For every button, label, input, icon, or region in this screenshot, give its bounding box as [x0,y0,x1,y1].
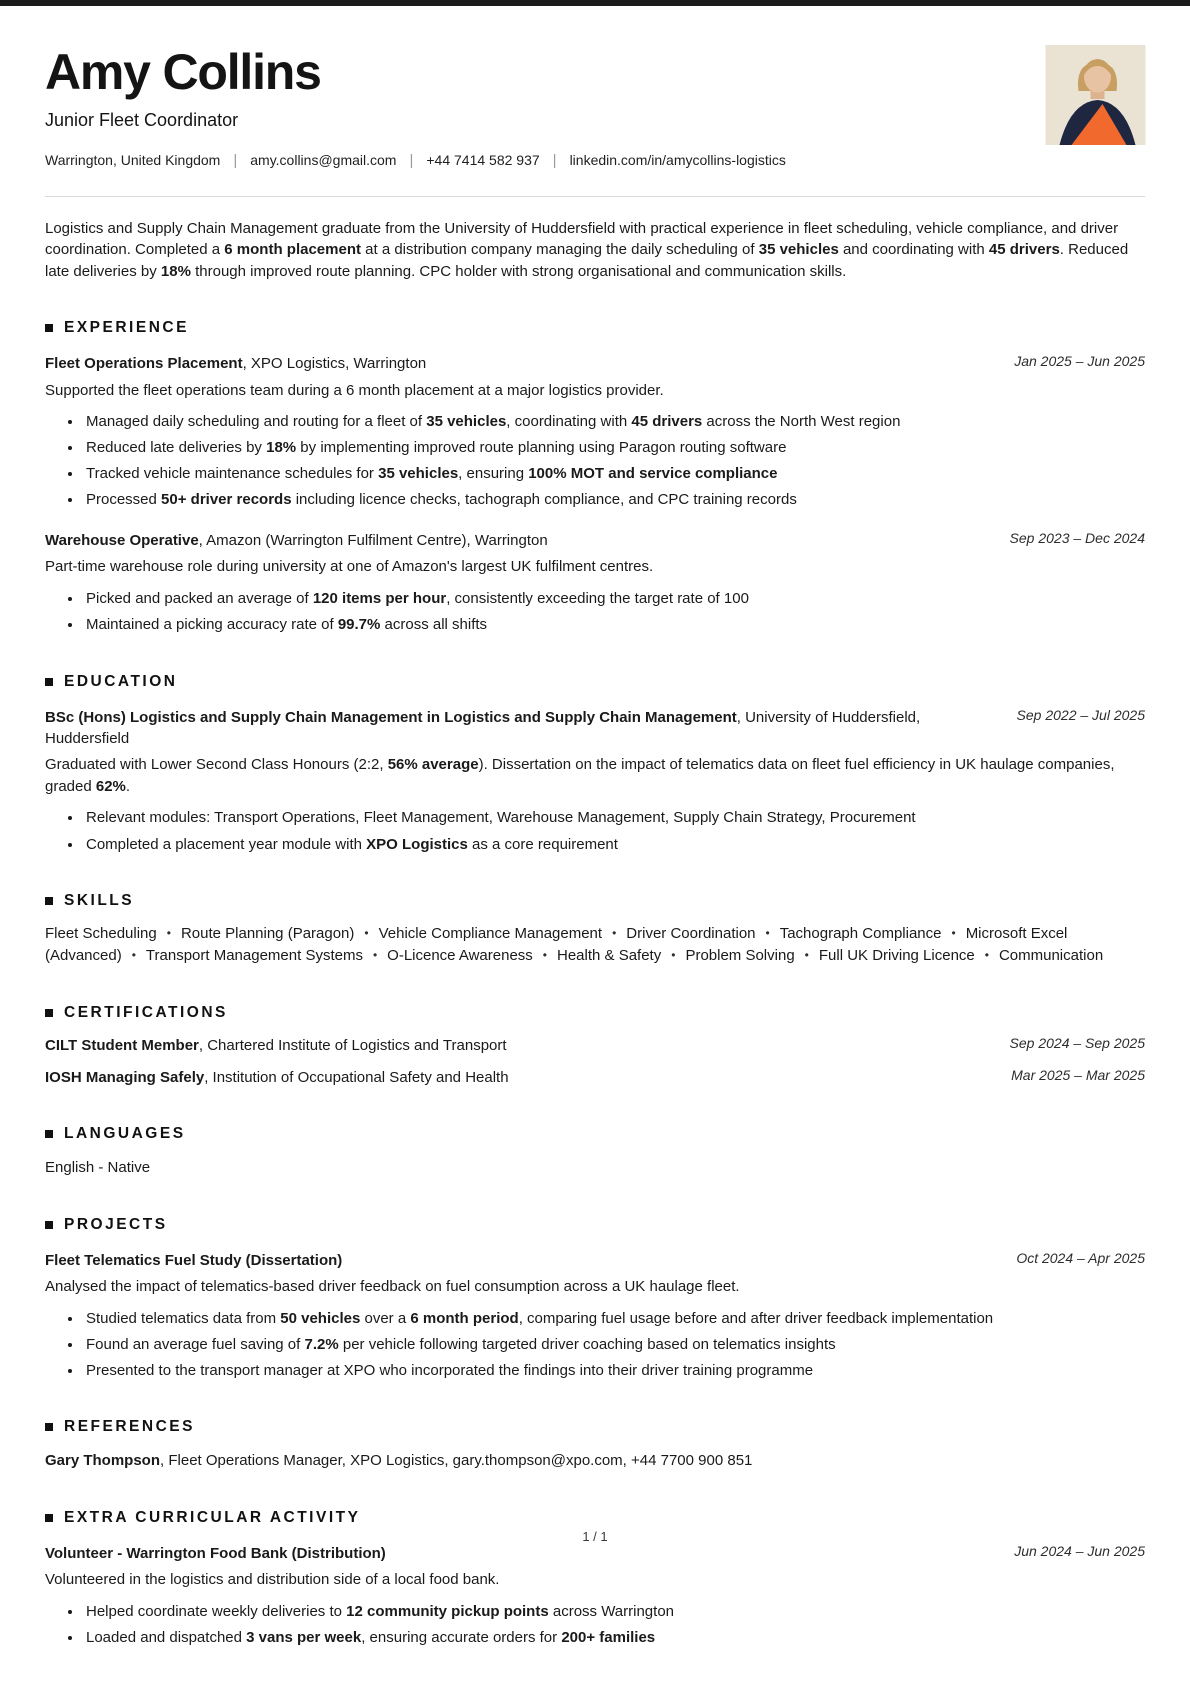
section-marker-icon [45,678,53,686]
project-entry-title: Fleet Telematics Fuel Study (Dissertation) [45,1251,343,1269]
education-entry-date: Sep 2022 – Jul 2025 [1016,706,1145,723]
experience-entry-bullets [45,588,1145,636]
experience-entry-date: Jan 2025 – Jun 2025 [1014,353,1145,370]
section-marker-icon [45,1130,53,1138]
experience-entry-description: Part-time warehouse role during university at one of Amazon's largest UK fulfilment centres. [45,558,654,576]
bullet-item: • Helped coordinate weekly deliveries to 12 community pickup points across Warrington [83,1601,1145,1623]
bullet-item: • Found an average fuel saving of 7.2% per vehicle following targeted driver coaching based on telematics insights [83,1334,1145,1356]
bullet-item: • Completed a placement year module with XPO Logistics as a core requirement [83,834,1145,856]
education-entry-title: BSc (Hons) Logistics and Supply Chain Management in Logistics and Supply Chain Management, University of Huddersfield, Huddersfield [45,708,921,747]
bullet-item: • Maintained a picking accuracy rate of 99.7% across all shifts [83,614,1145,636]
certification-entry-title: IOSH Managing Safely, Institution of Occupational Safety and Health [45,1068,509,1086]
section-marker-icon [45,324,53,332]
language-item: English - Native [45,1159,151,1177]
extra-curricular-heading [45,1509,1145,1527]
skills-heading [45,892,1145,910]
projects-heading-label: PROJECTS [64,1215,168,1233]
section-marker-icon [45,1009,53,1017]
certification-entry-date: Sep 2024 – Sep 2025 [1009,1035,1145,1052]
certification-entry-title: CILT Student Member, Chartered Institute of Logistics and Transport [45,1037,507,1055]
contact-row: Warrington, United Kingdom | amy.collins@gmail.com | +44 7414 582 937 | linkedin.com/in/amycollins-logistics [45,151,786,169]
extra-curricular-entry-description: Volunteered in the logistics and distribution side of a local food bank. [45,1571,500,1589]
certification-entry-date: Mar 2025 – Mar 2025 [1011,1066,1145,1083]
candidate-name: Amy Collins [45,44,321,100]
languages-heading [45,1125,1145,1143]
bullet-item: • Relevant modules: Transport Operations, Fleet Management, Warehouse Management, Supply Chain Strategy, Procurement [83,807,1145,829]
reference-item: Gary Thompson, Fleet Operations Manager, XPO Logistics, gary.thompson@xpo.com, +44 7700 900 851 [45,1452,753,1470]
extra-curricular-entry-bullets [45,1601,1145,1649]
profile-photo [1045,45,1146,145]
references-heading-label: REFERENCES [64,1418,195,1436]
experience-entry-title: Fleet Operations Placement, XPO Logistics, Warrington [45,355,427,373]
experience-entry [45,353,1145,511]
extra-curricular-entry [45,1543,1145,1649]
certification-entry [45,1067,1145,1088]
extra-curricular-heading-label: EXTRA CURRICULAR ACTIVITY [64,1508,361,1526]
experience-entry-bullets [45,411,1145,511]
project-entry [45,1250,1145,1382]
certification-entry [45,1035,1145,1056]
references-heading [45,1418,1145,1436]
education-entry [45,707,1145,855]
header-divider [45,196,1145,197]
certifications-heading [45,1004,1145,1022]
bullet-item: • Loaded and dispatched 3 vans per week, ensuring accurate orders for 200+ families [83,1627,1145,1649]
section-certifications [45,1004,1145,1088]
extra-curricular-entry-title: Volunteer - Warrington Food Bank (Distribution) [45,1544,386,1562]
skills-heading-label: SKILLS [64,892,135,910]
page-number: 1 / 1 [582,1529,608,1544]
bullet-item: • Studied telematics data from 50 vehicles over a 6 month period, comparing fuel usage before and after driver feedback implementation [83,1308,1145,1330]
section-skills [45,892,1145,967]
bullet-item: • Processed 50+ driver records including licence checks, tachograph compliance, and CPC training records [83,489,1145,511]
experience-heading-label: EXPERIENCE [64,319,189,337]
experience-entry-date: Sep 2023 – Dec 2024 [1009,530,1145,547]
languages-heading-label: LANGUAGES [64,1125,186,1143]
skills-list: Fleet Scheduling • Route Planning (Paragon) • Vehicle Compliance Management • Driver Coordination • Tachograph Compliance • Microsoft Excel (Advanced) • Transport Management Systems • O-Licence Awareness • Health & Safety • Problem Solving • Full UK Driving Licence • Communication [45,925,1104,965]
section-experience [45,319,1145,635]
section-marker-icon [45,1514,53,1522]
education-entry-bullets [45,807,1145,855]
bullet-item: • Picked and packed an average of 120 items per hour, consistently exceeding the target rate of 100 [83,588,1145,610]
section-languages [45,1125,1145,1179]
experience-entry-title: Warehouse Operative, Amazon (Warrington Fulfilment Centre), Warrington [45,532,548,550]
education-heading-label: EDUCATION [64,672,178,690]
section-education [45,673,1145,855]
bullet-item: • Tracked vehicle maintenance schedules for 35 vehicles, ensuring 100% MOT and service compliance [83,463,1145,485]
education-entry-description: Graduated with Lower Second Class Honours (2:2, 56% average). Dissertation on the impact of telematics data on fleet fuel efficiency in UK haulage companies, graded 62%. [45,756,1115,795]
section-marker-icon [45,1423,53,1431]
candidate-job-title: Junior Fleet Coordinator [45,109,239,130]
experience-entry [45,530,1145,636]
bullet-item: • Presented to the transport manager at XPO who incorporated the findings into their driver training programme [83,1360,1145,1382]
project-entry-description: Analysed the impact of telematics-based driver feedback on fuel consumption across a UK haulage fleet. [45,1277,740,1295]
bullet-item: • Managed daily scheduling and routing for a fleet of 35 vehicles, coordinating with 45 drivers across the North West region [83,411,1145,433]
project-entry-bullets [45,1308,1145,1382]
experience-entry-description: Supported the fleet operations team during a 6 month placement at a major logistics provider. [45,381,664,399]
summary-paragraph: Logistics and Supply Chain Management graduate from the University of Huddersfield with practical experience in fleet scheduling, vehicle compliance, and driver coordination. Completed a 6 month placement at a distribution company managing the daily scheduling of 35 vehicles and coordinating with 45 drivers. Reduced late deliveries by 18% through improved route planning. CPC holder with strong organisational and communication skills. [45,219,1129,280]
section-references [45,1418,1145,1472]
bullet-item: • Reduced late deliveries by 18% by implementing improved route planning using Paragon routing software [83,437,1145,459]
projects-heading [45,1216,1145,1234]
certifications-heading-label: CERTIFICATIONS [64,1004,228,1022]
experience-heading [45,319,1145,337]
project-entry-date: Oct 2024 – Apr 2025 [1016,1249,1145,1266]
extra-curricular-entry-date: Jun 2024 – Jun 2025 [1014,1542,1145,1559]
education-heading [45,673,1145,691]
section-marker-icon [45,1221,53,1229]
top-bar [0,0,1190,6]
section-marker-icon [45,897,53,905]
section-projects [45,1216,1145,1382]
